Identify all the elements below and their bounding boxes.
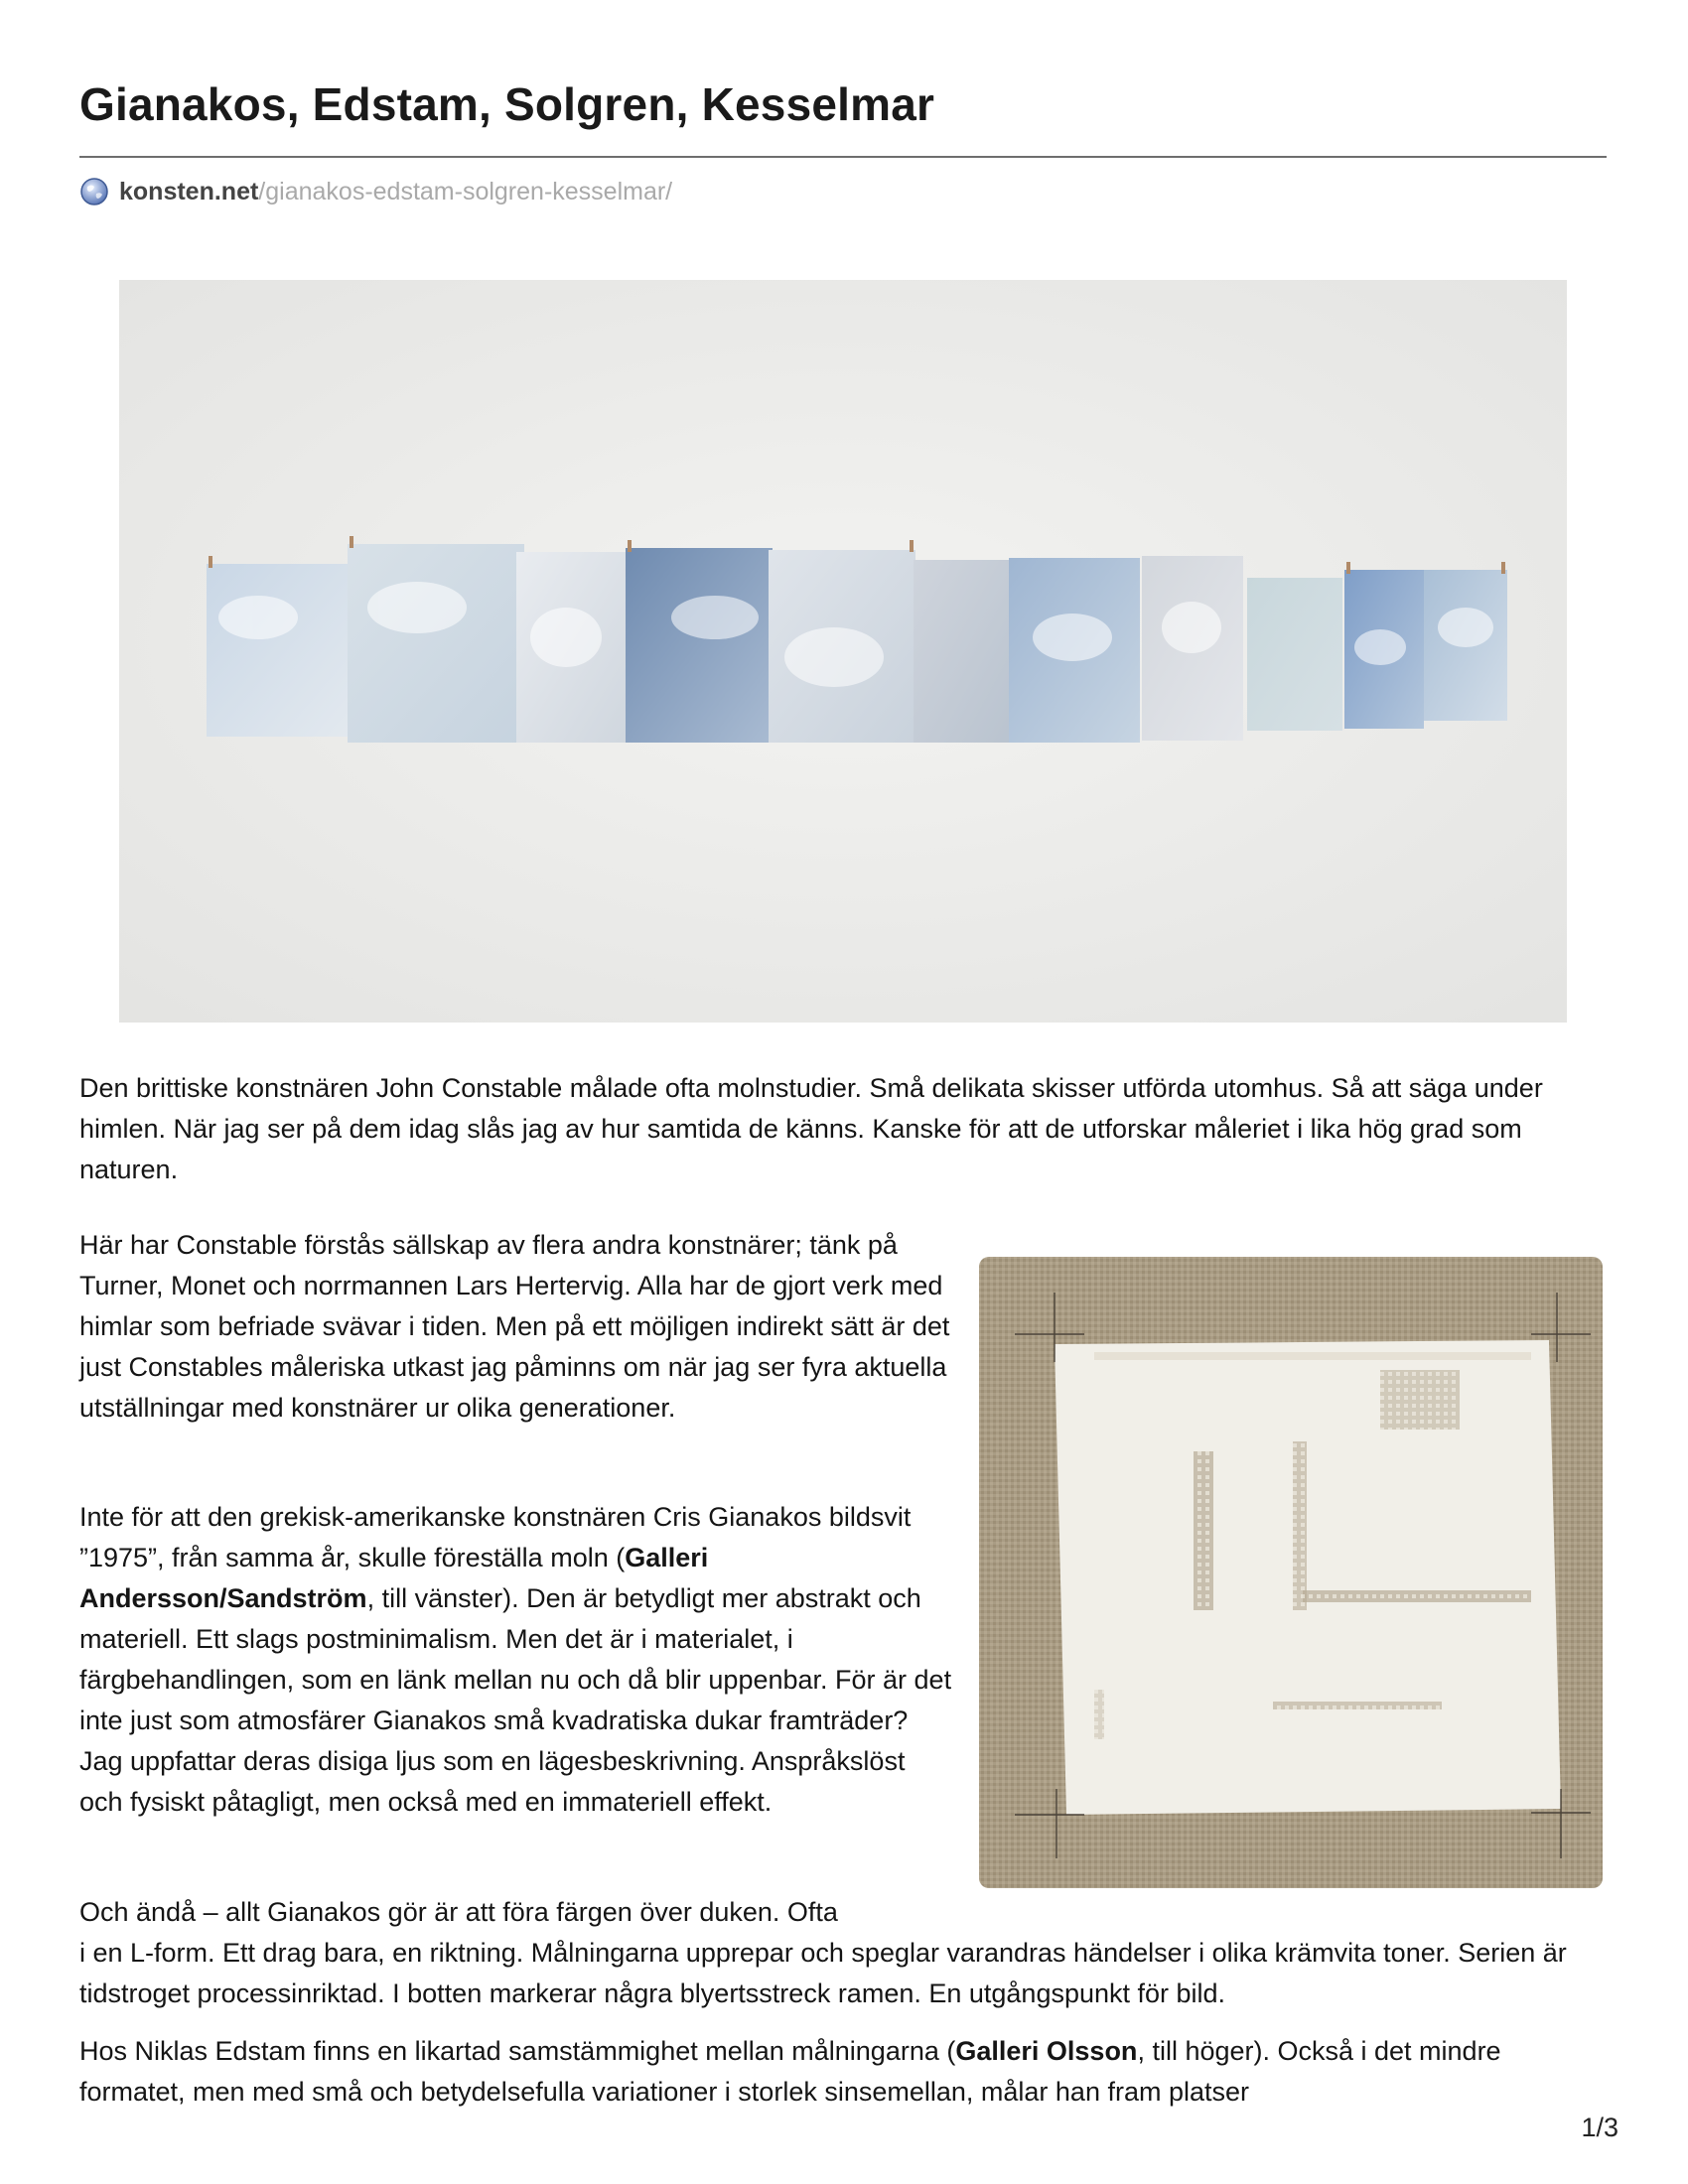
paragraph-5-text-b: , till höger). Också i det mindre formatet, men med små och betydelsefulla variationer i storlek sinsemellan, målar han fram platser (79, 2036, 1501, 2107)
hero-artwork-image (119, 280, 1567, 1023)
gallery-name-andersson-sandstrom: Galleri Andersson/Sandström (79, 1543, 709, 1613)
title-divider (79, 156, 1607, 158)
paragraph-4 (79, 1892, 1614, 2014)
canvas-artwork-image (975, 1253, 1607, 1892)
paragraph-2: Här har Constable förstås sällskap av flera andra konstnärer; tänk på Turner, Monet och norrmannen Lars Hertervig. Alla har de gjort verk med himlar som befriade svävar i tiden. Men på ett möjligen indirekt sätt är det just Constables måleriska utkast jag påminns om när jag ser fyra aktuella utställningar med konstnärer ur olika generationer. (79, 1230, 950, 1423)
page-title: Gianakos, Edstam, Solgren, Kesselmar (79, 78, 935, 130)
paragraph-3 (79, 1497, 953, 1823)
gallery-name-olsson: Galleri Olsson (955, 2036, 1138, 2066)
globe-icon (79, 177, 109, 206)
paragraph-4-text: i en L-form. Ett drag bara, en riktning. Målningarna upprepar och speglar varandras händelser i olika krämvita toner. Serien är tidstroget processinriktad. I botten markerar några blyertsstreck ramen. En utgångspunkt för bild. (79, 1938, 1567, 2008)
page-number: 1/3 (1581, 2113, 1618, 2142)
paragraph-3-text-a: Inte för att den grekisk-amerikanske konstnären Cris Gianakos bildsvit ”1975”, från samma år, skulle föreställa moln ( (79, 1502, 912, 1572)
source-link[interactable] (79, 177, 672, 206)
paragraph-4-line-1: Och ändå – allt Gianakos gör är att föra färgen över duken. Ofta (79, 1897, 838, 1927)
paragraph-1: Den brittiske konstnären John Constable målade ofta molnstudier. Små delikata skisser utförda utomhus. Så att säga under himlen. När jag ser på dem idag slås jag av hur samtida de känns. Kanske för att de utforskar måleriet i lika hög grad som naturen. (79, 1073, 1543, 1184)
source-path[interactable]: /gianakos-edstam-solgren-kesselmar/ (258, 177, 673, 205)
source-domain[interactable]: konsten.net (119, 177, 259, 205)
paragraph-3-text-b: , till vänster). Den är betydligt mer abstrakt och materiell. Ett slags postminimalism. Men det är i materialet, i färgbehandlingen, som en länk mellan nu och då blir uppenbar. För är det inte just som atmosfärer Gianakos små kvadratiska dukar framträder? Jag uppfattar deras disiga ljus som en lägesbeskrivning. Anspråkslöst och fysiskt påtagligt, men också med en immateriell effekt. (79, 1583, 952, 1817)
paragraph-5-text-a: Hos Niklas Edstam finns en likartad samstämmighet mellan målningarna ( (79, 2036, 956, 2066)
paragraph-5 (79, 2031, 1614, 2113)
